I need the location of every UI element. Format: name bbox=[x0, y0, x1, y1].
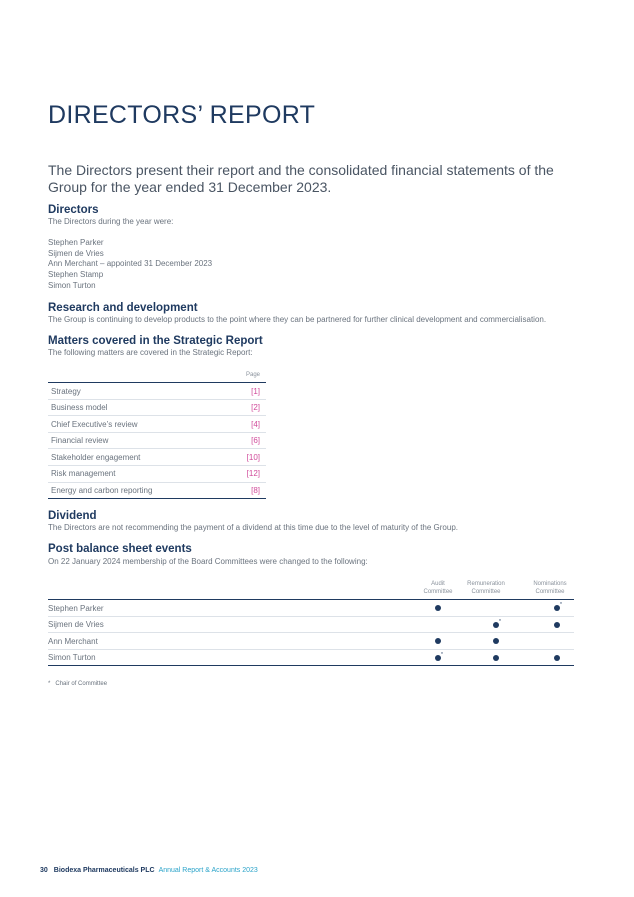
nominations-column-header: Nominations Committee bbox=[533, 581, 567, 595]
member-name: Ann Merchant bbox=[48, 636, 98, 646]
remuneration-chair-mark: * bbox=[499, 618, 501, 625]
remuneration-membership-dot bbox=[493, 638, 499, 644]
matter-label: Financial review bbox=[51, 436, 109, 446]
nominations-chair-mark: * bbox=[560, 602, 562, 608]
directors-text: The Directors during the year were: bbox=[48, 217, 174, 226]
matters-heading: Matters covered in the Strategic Report bbox=[48, 335, 263, 347]
nominations-membership-dot bbox=[554, 655, 560, 661]
matter-label: Energy and carbon reporting bbox=[51, 486, 153, 496]
footnote-text: Chair of Committee bbox=[55, 681, 108, 687]
remuneration-column-header: Remuneration Committee bbox=[467, 581, 505, 595]
table-row bbox=[48, 617, 574, 634]
post-balance-text: On 22 January 2024 membership of the Board Committees were changed to the following: bbox=[48, 557, 368, 566]
audit-membership-dot bbox=[435, 638, 441, 644]
directors-list bbox=[48, 238, 212, 292]
table-row bbox=[48, 383, 266, 400]
dividend-text: The Directors are not recommending the payment of a dividend at this time due to the level of maturity of the Group. bbox=[48, 523, 458, 532]
table-row bbox=[48, 400, 266, 417]
table-row bbox=[48, 483, 266, 500]
directors-heading: Directors bbox=[48, 204, 99, 216]
director-name: Stephen Parker bbox=[48, 238, 104, 247]
table-row bbox=[48, 433, 266, 450]
matter-label: Risk management bbox=[51, 469, 116, 479]
matter-label: Chief Executive’s review bbox=[51, 419, 138, 429]
footer-company: Biodexa Pharmaceuticals PLC bbox=[53, 867, 155, 874]
matter-page: [6] bbox=[251, 436, 260, 446]
page-title: DIRECTORS’ REPORT bbox=[48, 100, 316, 129]
page-column-header: Page bbox=[48, 372, 266, 383]
matter-page: [4] bbox=[251, 419, 260, 429]
matter-page: [10] bbox=[246, 452, 260, 462]
intro-paragraph: The Directors present their report and the consolidated financial statements of the Group for the year ended 31 December 2023. bbox=[48, 162, 554, 195]
matter-label: Business model bbox=[51, 403, 108, 413]
dividend-heading: Dividend bbox=[48, 510, 97, 522]
table-row bbox=[48, 466, 266, 483]
nominations-membership-dot bbox=[554, 622, 560, 628]
table-row bbox=[48, 416, 266, 433]
committee-header-row bbox=[48, 580, 574, 600]
matters-text: The following matters are covered in the Strategic Report: bbox=[48, 348, 253, 357]
matter-page: [8] bbox=[251, 486, 260, 496]
member-name: Simon Turton bbox=[48, 653, 96, 663]
matter-page: [1] bbox=[251, 386, 260, 396]
audit-chair-mark: * bbox=[441, 651, 443, 658]
matter-page: [12] bbox=[246, 469, 260, 479]
audit-membership-dot bbox=[435, 605, 441, 611]
matter-label: Stakeholder engagement bbox=[51, 452, 141, 462]
matters-table bbox=[48, 372, 266, 499]
audit-column-header: Audit Committee bbox=[423, 581, 453, 595]
research-text: The Group is continuing to develop products to the point where they can be partnered for further clinical development and commercialisation. bbox=[48, 315, 547, 324]
table-row bbox=[48, 650, 574, 667]
member-name: Sijmen de Vries bbox=[48, 620, 104, 630]
footer-report-title: Annual Report & Accounts 2023 bbox=[158, 867, 258, 874]
director-name: Ann Merchant – appointed 31 December 2023 bbox=[48, 259, 213, 269]
matter-label: Strategy bbox=[51, 386, 81, 396]
table-row bbox=[48, 600, 574, 617]
footnote-mark: * bbox=[48, 681, 51, 687]
chair-footnote bbox=[48, 681, 107, 687]
committee-table bbox=[48, 580, 574, 666]
remuneration-membership-dot bbox=[493, 655, 499, 661]
member-name: Stephen Parker bbox=[48, 603, 104, 613]
table-row bbox=[48, 633, 574, 650]
matter-page: [2] bbox=[251, 403, 260, 413]
research-heading: Research and development bbox=[48, 302, 198, 314]
page-footer bbox=[40, 867, 258, 874]
table-row bbox=[48, 449, 266, 466]
director-name: Sijmen de Vries bbox=[48, 248, 104, 258]
post-balance-heading: Post balance sheet events bbox=[48, 543, 192, 555]
director-name: Stephen Stamp bbox=[48, 270, 104, 280]
director-name: Simon Turton bbox=[48, 280, 96, 290]
page-number: 30 bbox=[40, 867, 48, 874]
